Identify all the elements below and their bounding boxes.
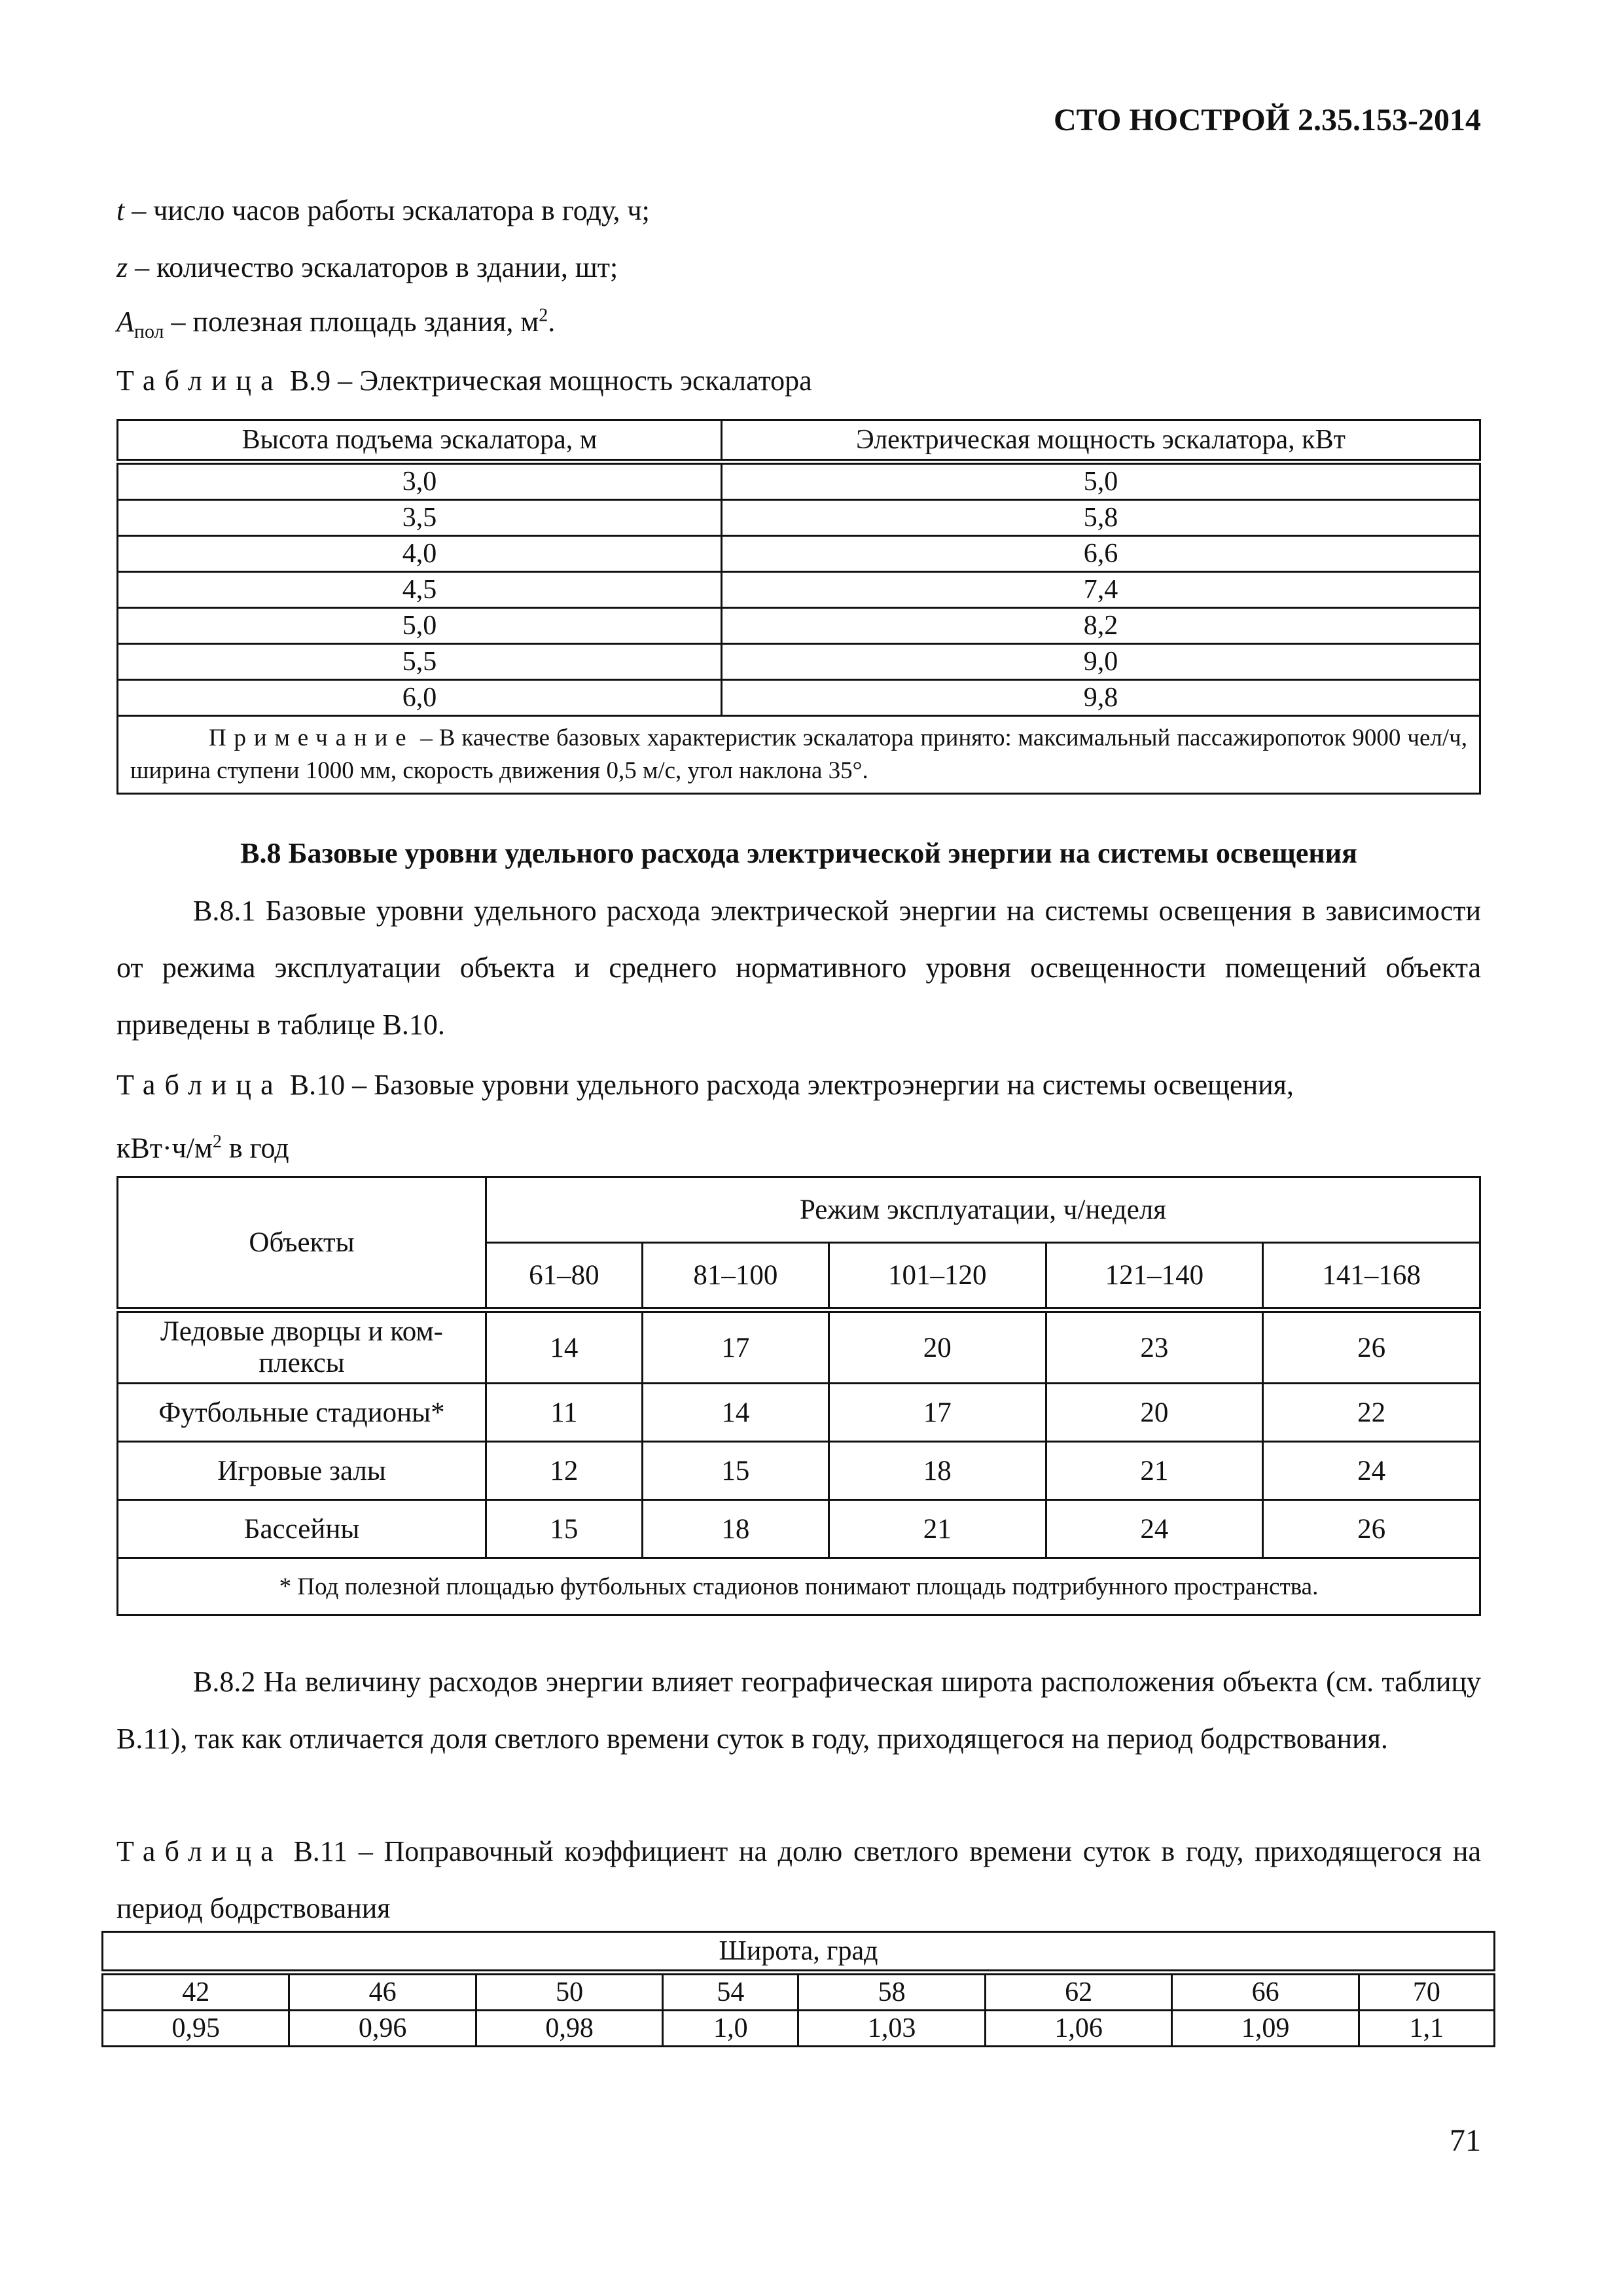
table-row xyxy=(118,462,1480,500)
cell: 26 xyxy=(1263,1310,1480,1384)
note-word: Примечание xyxy=(209,725,414,751)
table-row xyxy=(118,1500,1480,1558)
cell: 58 xyxy=(798,1973,985,2011)
cell: 6,6 xyxy=(722,536,1480,572)
cell: 70 xyxy=(1359,1973,1494,2011)
table-row xyxy=(118,1310,1480,1384)
definition-a xyxy=(116,305,555,343)
definition-t xyxy=(116,194,650,227)
cell: 21 xyxy=(829,1500,1046,1558)
cell: 20 xyxy=(1046,1384,1263,1442)
cell: 3,0 xyxy=(118,462,722,500)
range-header: 141–168 xyxy=(1263,1243,1480,1310)
cell: 23 xyxy=(1046,1310,1263,1384)
range-header: 61–80 xyxy=(486,1243,643,1310)
column-header-mode: Режим эксплуатации, ч/неделя xyxy=(486,1177,1480,1243)
table-note xyxy=(118,716,1480,794)
cell: 6,0 xyxy=(118,680,722,716)
cell: 54 xyxy=(663,1973,798,2011)
cell: 18 xyxy=(642,1500,829,1558)
cell: 1,0 xyxy=(663,2011,798,2047)
definition-text: – число часов работы эскалатора в году, ч; xyxy=(124,194,650,226)
cell: 50 xyxy=(476,1973,662,2011)
cell: 9,8 xyxy=(722,680,1480,716)
object-name: Футбольные стадионы* xyxy=(118,1384,486,1442)
cell: 15 xyxy=(486,1500,643,1558)
cell: 1,03 xyxy=(798,2011,985,2047)
column-header: Высота подъема эскалатора, м xyxy=(118,420,722,462)
superscript: 2 xyxy=(539,305,548,326)
caption-unit-end: в год xyxy=(221,1132,289,1164)
cell: 0,96 xyxy=(289,2011,476,2047)
section-heading: В.8 Базовые уровни удельного расхода электрической энергии на системы освещения xyxy=(240,837,1357,869)
cell: 18 xyxy=(829,1442,1046,1500)
caption-text: В.11 – Поправочный коэффициент на долю светлого времени суток в году, приходящегося на период бодрствования xyxy=(116,1835,1481,1924)
cell: 24 xyxy=(1263,1442,1480,1500)
table-row xyxy=(118,680,1480,716)
caption-text: В.9 – Электрическая мощность эскалатора xyxy=(282,365,812,397)
cell: 26 xyxy=(1263,1500,1480,1558)
table-header-row xyxy=(118,1177,1480,1243)
cell: 42 xyxy=(103,1973,289,2011)
document-code: СТО НОСТРОЙ 2.35.153-2014 xyxy=(1053,103,1481,137)
caption-word: Таблица xyxy=(116,1835,283,1867)
object-name: Ледовые дворцы и ком- плексы xyxy=(118,1310,486,1384)
cell: 17 xyxy=(829,1384,1046,1442)
table-footnote: * Под полезной площадью футбольных стадионов понимают площадь подтрибунного пространства. xyxy=(118,1558,1480,1615)
cell: 62 xyxy=(985,1973,1171,2011)
note-text: – В качестве базовых характеристик эскалатора принято: максимальный пассажиропоток 9000 чел/ч, ширина ступени 1000 мм, скорость движения 0,5 м/с, угол наклона 35°. xyxy=(130,725,1467,784)
definition-text: – количество эскалаторов в здании, шт; xyxy=(128,251,618,283)
cell: 8,2 xyxy=(722,608,1480,644)
cell: 4,5 xyxy=(118,572,722,608)
cell: 15 xyxy=(642,1442,829,1500)
cell: 5,8 xyxy=(722,500,1480,536)
latitude-row xyxy=(103,1973,1495,2011)
table9-caption xyxy=(116,364,812,397)
cell: 24 xyxy=(1046,1500,1263,1558)
table-row xyxy=(118,536,1480,572)
cell: 3,5 xyxy=(118,500,722,536)
symbol: A xyxy=(116,306,134,338)
cell: 17 xyxy=(642,1310,829,1384)
page-number: 71 xyxy=(1450,2123,1481,2158)
paragraph-b82: В.8.2 На величину расходов энергии влияет географическая широта расположения объекта (см. таблицу В.11), так как отличается доля светлого времени суток в году, приходящегося на период бодрствования. xyxy=(116,1666,1481,1755)
superscript: 2 xyxy=(212,1132,222,1152)
table-10 xyxy=(116,1176,1481,1616)
cell: 1,09 xyxy=(1172,2011,1359,2047)
table-9 xyxy=(116,419,1481,795)
cell: 4,0 xyxy=(118,536,722,572)
cell: 46 xyxy=(289,1973,476,2011)
column-header: Электрическая мощность эскалатора, кВт xyxy=(722,420,1480,462)
table-row xyxy=(118,500,1480,536)
cell: 12 xyxy=(486,1442,643,1500)
cell: 5,5 xyxy=(118,644,722,680)
symbol: z xyxy=(116,251,128,283)
table-header-row xyxy=(103,1932,1495,1973)
cell: 14 xyxy=(486,1310,643,1384)
caption-text: В.10 – Базовые уровни удельного расхода электроэнергии на системы освещения, xyxy=(282,1069,1294,1101)
table-row xyxy=(118,608,1480,644)
table10-caption xyxy=(116,1056,1481,1177)
caption-word: Таблица xyxy=(116,365,283,397)
table-row xyxy=(118,572,1480,608)
cell: 5,0 xyxy=(118,608,722,644)
caption-unit: кВт·ч/м xyxy=(116,1132,213,1164)
table-row xyxy=(118,1384,1480,1442)
definition-text: – полезная площадь здания, м xyxy=(164,306,539,338)
object-name: Игровые залы xyxy=(118,1442,486,1500)
range-header: 121–140 xyxy=(1046,1243,1263,1310)
cell: 11 xyxy=(486,1384,643,1442)
range-header: 101–120 xyxy=(829,1243,1046,1310)
cell: 66 xyxy=(1172,1973,1359,2011)
cell: 0,98 xyxy=(476,2011,662,2047)
cell: 22 xyxy=(1263,1384,1480,1442)
table-row xyxy=(118,644,1480,680)
cell: 9,0 xyxy=(722,644,1480,680)
column-header-objects: Объекты xyxy=(118,1177,486,1310)
cell: 1,06 xyxy=(985,2011,1171,2047)
symbol: t xyxy=(116,194,125,226)
table-header-row xyxy=(118,420,1480,462)
table11-caption xyxy=(116,1823,1481,1937)
cell: 5,0 xyxy=(722,462,1480,500)
definition-end: . xyxy=(548,306,556,338)
subscript: пол xyxy=(134,320,164,342)
cell: 20 xyxy=(829,1310,1046,1384)
range-header: 81–100 xyxy=(642,1243,829,1310)
cell: 0,95 xyxy=(103,2011,289,2047)
table-row xyxy=(118,1442,1480,1500)
caption-word: Таблица xyxy=(116,1069,283,1101)
cell: 7,4 xyxy=(722,572,1480,608)
coefficient-row xyxy=(103,2011,1495,2047)
object-name: Бассейны xyxy=(118,1500,486,1558)
table-footnote-row xyxy=(118,1558,1480,1615)
definition-z xyxy=(116,251,618,284)
cell: 21 xyxy=(1046,1442,1263,1500)
column-header-latitude: Широта, град xyxy=(103,1932,1495,1973)
cell: 1,1 xyxy=(1359,2011,1494,2047)
paragraph-b81: В.8.1 Базовые уровни удельного расхода электрической энергии на системы освещения в зависимости от режима эксплуатации объекта и среднего нормативного уровня освещенности помещений объекта приведены в таблице В.10. xyxy=(116,895,1481,1041)
table-11 xyxy=(101,1931,1495,2047)
cell: 14 xyxy=(642,1384,829,1442)
table-note-row xyxy=(118,716,1480,794)
